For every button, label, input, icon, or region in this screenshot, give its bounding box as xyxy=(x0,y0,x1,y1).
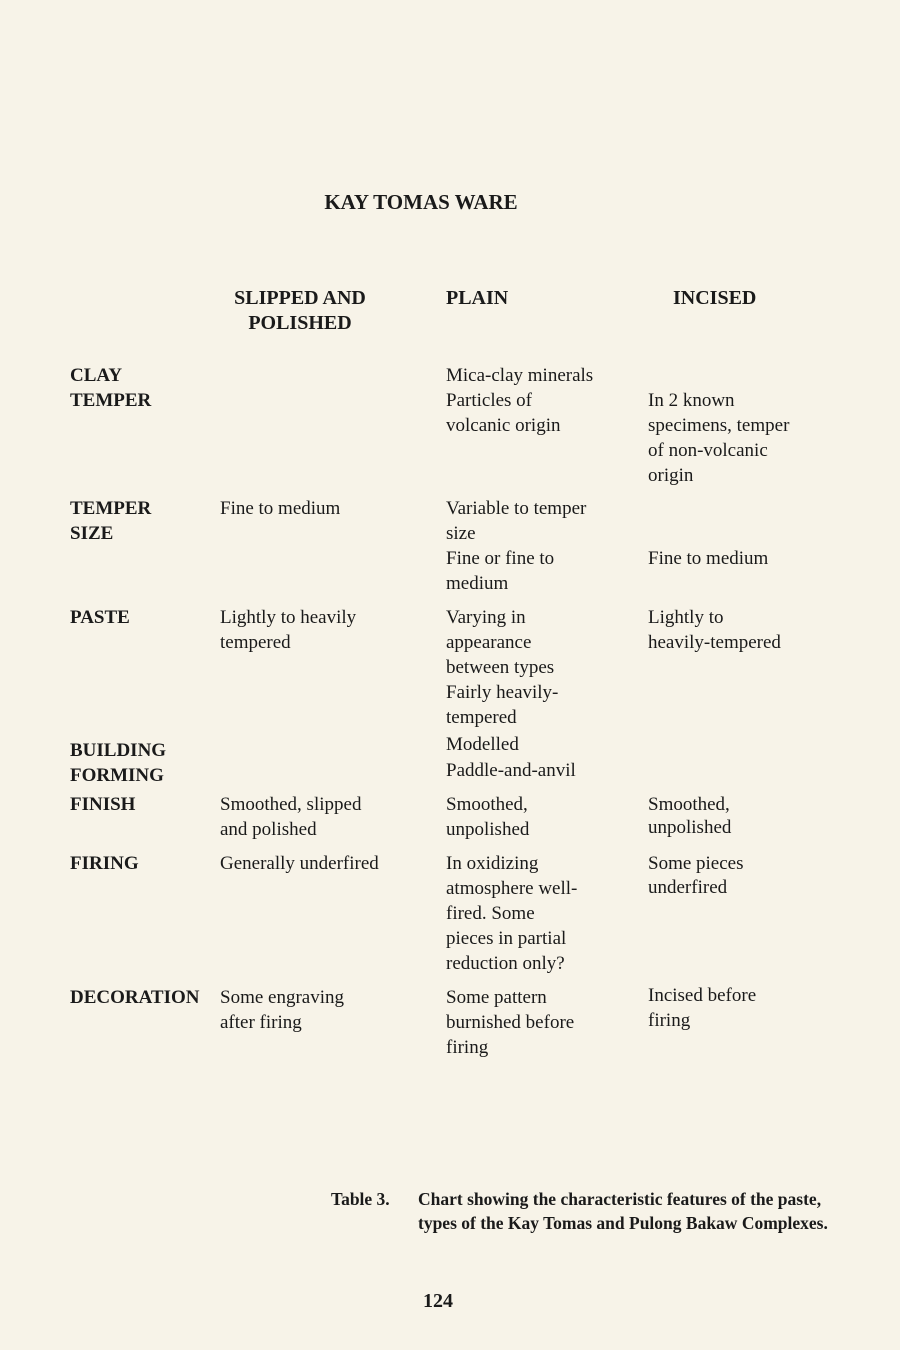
table-cell: Smoothed, xyxy=(648,794,730,815)
row-label-forming: FORMING xyxy=(70,765,164,786)
table-cell: Smoothed, slipped xyxy=(220,794,362,815)
table-cell: after firing xyxy=(220,1012,302,1033)
table-title: KAY TOMAS WARE xyxy=(324,190,518,214)
table-cell: Some engraving xyxy=(220,987,345,1008)
column-header-slipped-line1: SLIPPED AND xyxy=(234,287,366,309)
table-cell: Lightly to xyxy=(648,607,724,628)
table-cell: between types xyxy=(446,657,555,678)
table-cell: Generally underfired xyxy=(220,853,379,874)
table-cell: firing xyxy=(446,1037,489,1058)
row-label-size: SIZE xyxy=(70,523,114,544)
table-cell: specimens, temper xyxy=(648,415,790,436)
table-cell: Fine to medium xyxy=(220,498,341,519)
table-cell: Mica-clay minerals xyxy=(446,365,594,386)
caption-label: Table 3. xyxy=(331,1189,390,1209)
table-cell: medium xyxy=(446,573,509,594)
table-cell: reduction only? xyxy=(446,953,565,974)
table-cell: Fine or fine to xyxy=(446,548,555,569)
table-cell: Particles of xyxy=(446,390,533,411)
table-cell: Smoothed, xyxy=(446,794,528,815)
table-cell: Fine to medium xyxy=(648,548,769,569)
caption-line1: Chart showing the characteristic features of the paste, xyxy=(418,1189,822,1209)
table-cell: Lightly to heavily xyxy=(220,607,357,628)
column-header-incised: INCISED xyxy=(673,287,757,309)
table-cell: unpolished xyxy=(446,819,530,840)
column-header-slipped-and-polished xyxy=(200,286,400,336)
table-cell: atmosphere well- xyxy=(446,878,578,899)
table-cell: Variable to temper xyxy=(446,498,587,519)
table-cell: tempered xyxy=(446,707,517,728)
page-number: 124 xyxy=(423,1290,453,1312)
row-label-clay: CLAY xyxy=(70,365,123,386)
table-cell: Some pieces xyxy=(648,853,744,874)
table-cell: heavily-tempered xyxy=(648,632,781,653)
table-cell: appearance xyxy=(446,632,532,653)
row-label-temper: TEMPER xyxy=(70,498,152,519)
table-cell: Fairly heavily- xyxy=(446,682,559,703)
table-cell: tempered xyxy=(220,632,291,653)
row-label-temper: TEMPER xyxy=(70,390,152,411)
table-cell: origin xyxy=(648,465,694,486)
table-cell: Paddle-and-anvil xyxy=(446,760,576,781)
row-label-firing: FIRING xyxy=(70,853,139,874)
table-cell: volcanic origin xyxy=(446,415,561,436)
table-cell: pieces in partial xyxy=(446,928,567,949)
table-cell: of non-volcanic xyxy=(648,440,768,461)
table-cell: burnished before xyxy=(446,1012,575,1033)
row-label-building: BUILDING xyxy=(70,740,167,761)
row-label-decoration: DECORATION xyxy=(70,987,200,1008)
table-cell: fired. Some xyxy=(446,903,535,924)
row-label-paste: PASTE xyxy=(70,607,130,628)
table-cell: size xyxy=(446,523,476,544)
table-cell: Incised before xyxy=(648,985,757,1006)
column-header-slipped-line2: POLISHED xyxy=(248,312,352,334)
table-cell: firing xyxy=(648,1010,691,1031)
table-cell: Modelled xyxy=(446,734,519,755)
table-cell: Some pattern xyxy=(446,987,547,1008)
table-cell: In oxidizing xyxy=(446,853,539,874)
table-cell: underfired xyxy=(648,877,728,898)
table-cell: unpolished xyxy=(648,817,732,838)
table-cell: Varying in xyxy=(446,607,526,628)
table-cell: In 2 known xyxy=(648,390,735,411)
caption-line2: types of the Kay Tomas and Pulong Bakaw Complexes. xyxy=(418,1213,828,1233)
row-label-finish: FINISH xyxy=(70,794,136,815)
column-header-plain: PLAIN xyxy=(446,287,509,309)
table-cell: and polished xyxy=(220,819,317,840)
